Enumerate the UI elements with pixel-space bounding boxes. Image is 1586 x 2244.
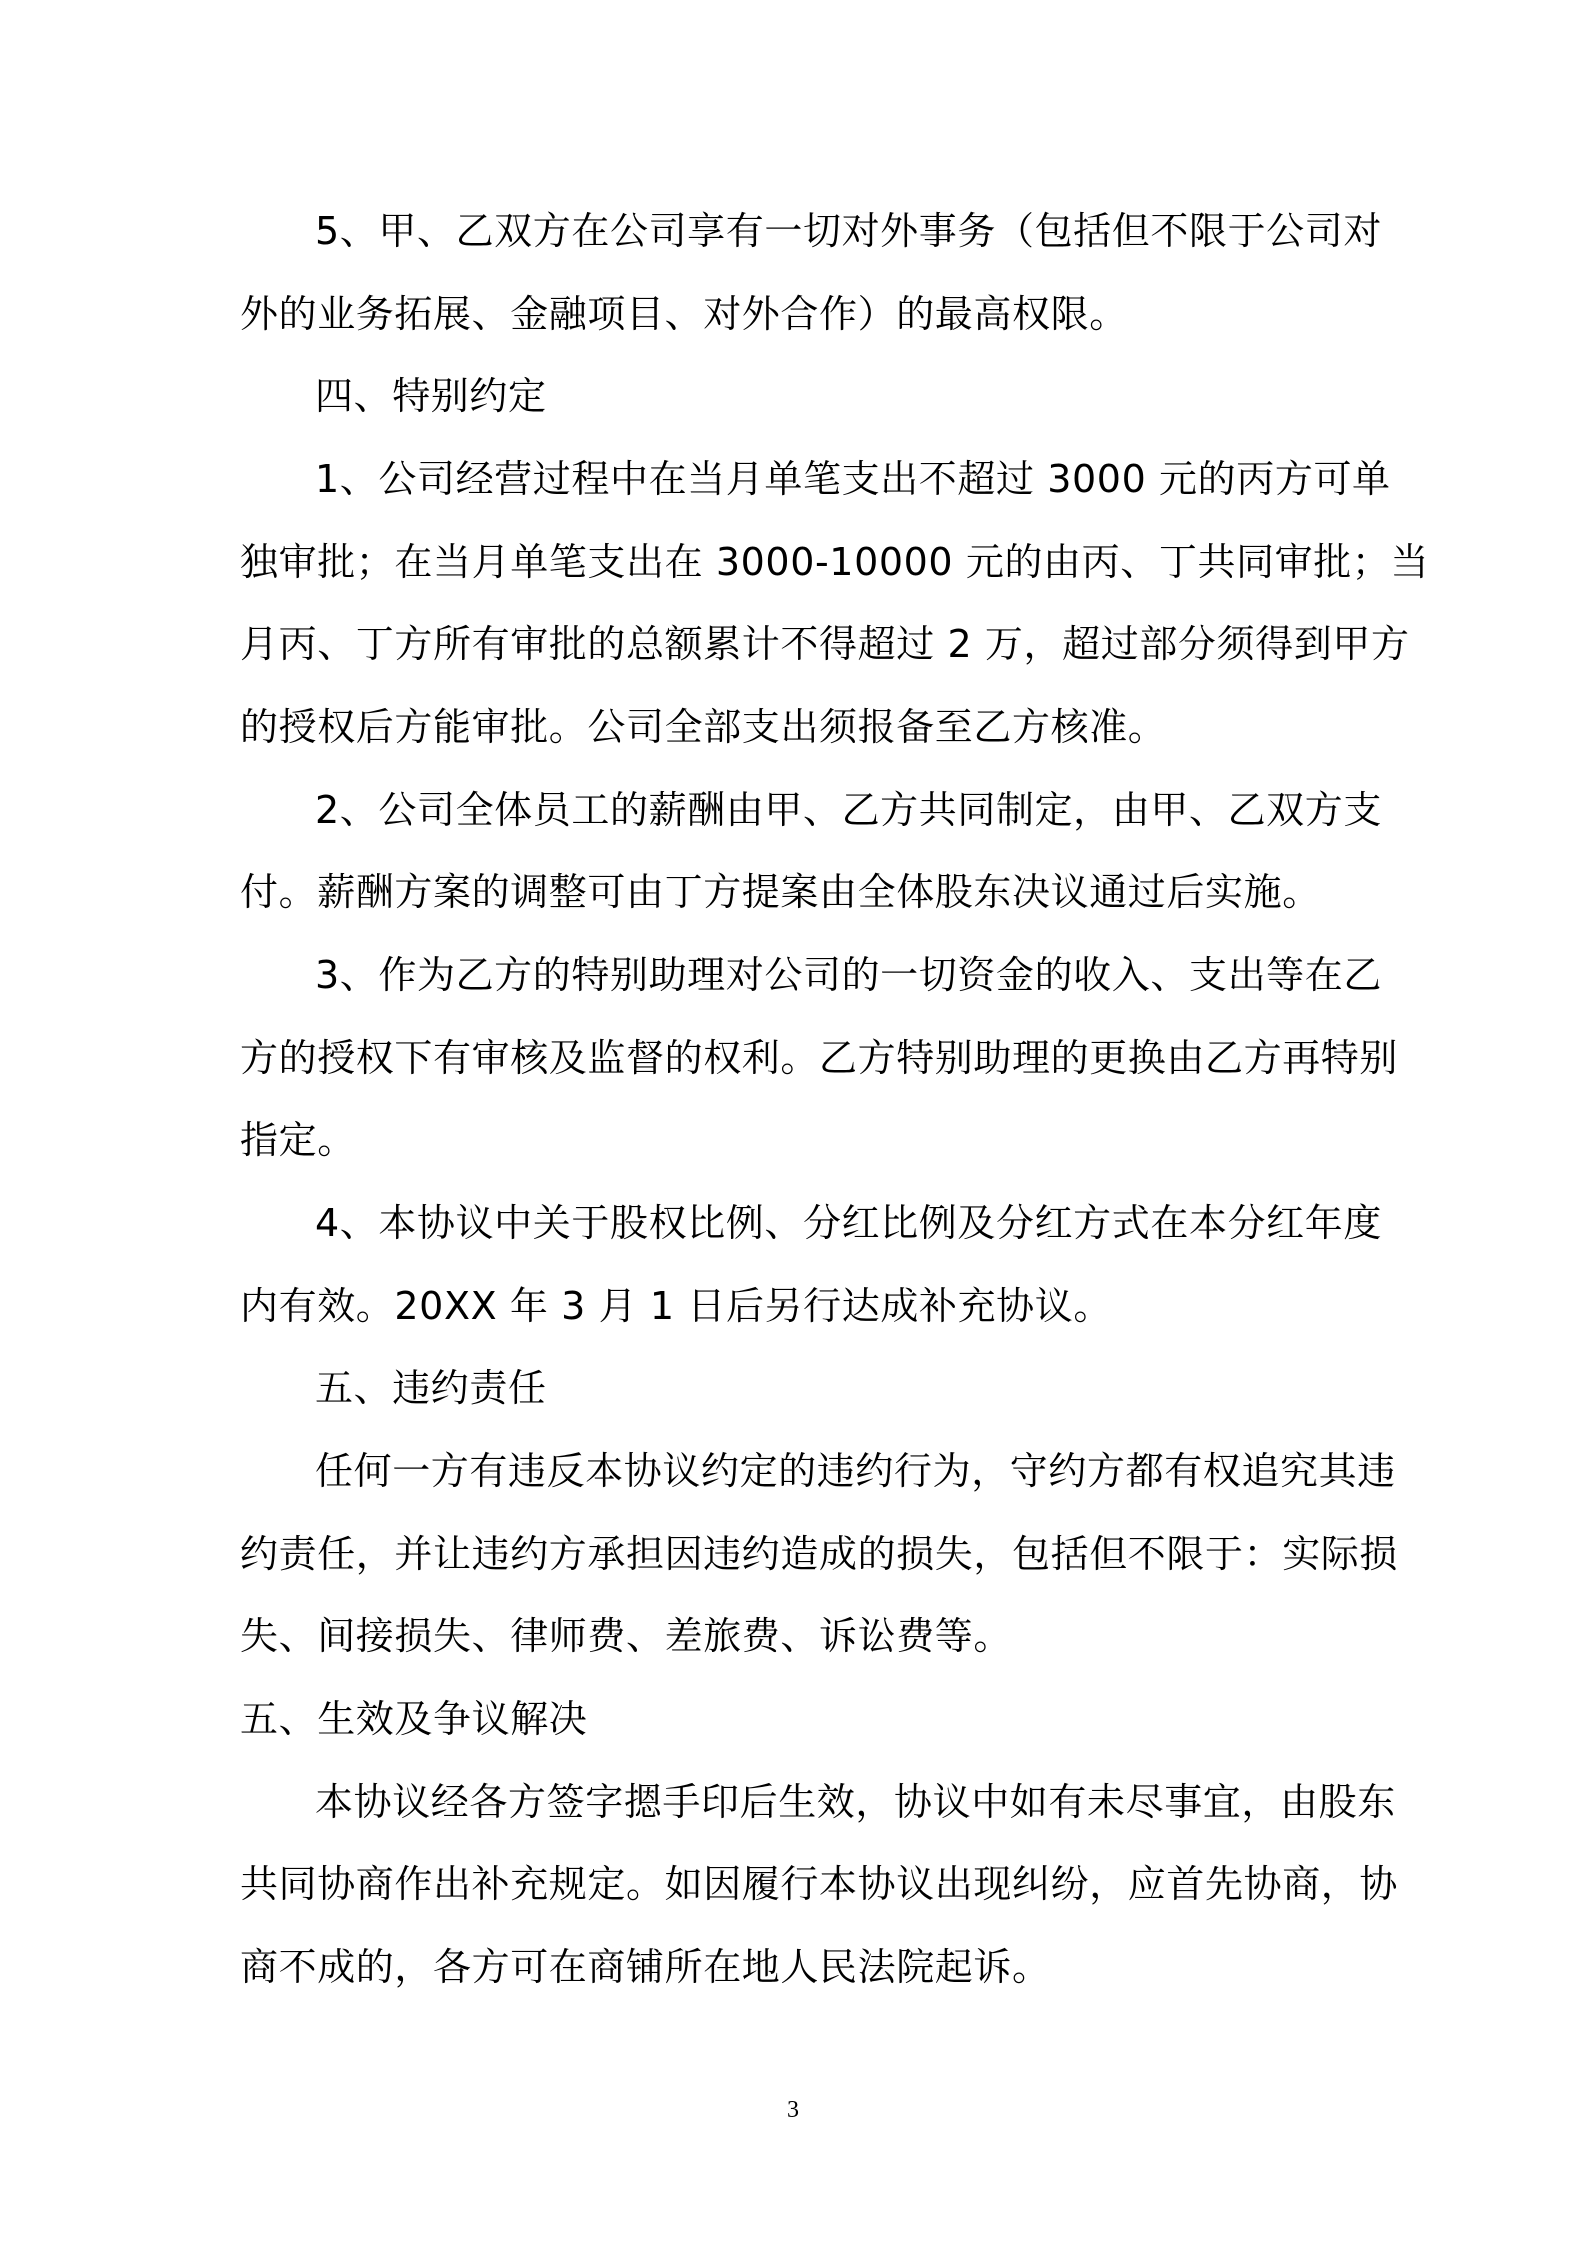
special-1-line-3: 月丙、丁方所有审批的总额累计不得超过 2 万，超过部分须得到甲方: [240, 622, 1410, 666]
special-3-line-1: 3、作为乙方的特别助理对公司的一切资金的收入、支出等在乙: [315, 953, 1382, 997]
breach-line-2: 约责任，并让违约方承担因违约造成的损失，包括但不限于：实际损: [240, 1532, 1399, 1576]
effect-line-1: 本协议经各方签字摁手印后生效，协议中如有未尽事宜，由股东: [315, 1780, 1396, 1824]
special-4-line-1: 4、本协议中关于股权比例、分红比例及分红方式在本分红年度: [315, 1201, 1382, 1245]
section-heading-breach: 五、违约责任: [315, 1366, 547, 1410]
effect-line-2: 共同协商作出补充规定。如因履行本协议出现纠纷，应首先协商，协: [240, 1862, 1399, 1906]
special-2-line-1: 2、公司全体员工的薪酬由甲、乙方共同制定，由甲、乙双方支: [315, 788, 1382, 832]
special-1-line-4: 的授权后方能审批。公司全部支出须报备至乙方核准。: [240, 705, 1167, 749]
page-number: 3: [787, 2097, 799, 2123]
special-2-line-2: 付。薪酬方案的调整可由丁方提案由全体股东决议通过后实施。: [240, 870, 1321, 914]
special-1-line-2: 独审批；在当月单笔支出在 3000-10000 元的由丙、丁共同审批；当: [240, 540, 1430, 584]
effect-line-3: 商不成的，各方可在商铺所在地人民法院起诉。: [240, 1945, 1051, 1989]
breach-line-1: 任何一方有违反本协议约定的违约行为，守约方都有权追究其违: [315, 1449, 1396, 1493]
special-3-line-3: 指定。: [240, 1118, 356, 1162]
section-heading-special-terms: 四、特别约定: [315, 374, 547, 418]
section-heading-effectiveness: 五、生效及争议解决: [240, 1697, 588, 1741]
clause-5-line-1: 5、甲、乙双方在公司享有一切对外事务（包括但不限于公司对: [315, 209, 1382, 253]
clause-5-line-2: 外的业务拓展、金融项目、对外合作）的最高权限。: [240, 292, 1128, 336]
special-4-line-2: 内有效。20XX 年 3 月 1 日后另行达成补充协议。: [240, 1284, 1112, 1328]
special-3-line-2: 方的授权下有审核及监督的权利。乙方特别助理的更换由乙方再特别: [240, 1036, 1399, 1080]
breach-line-3: 失、间接损失、律师费、差旅费、诉讼费等。: [240, 1614, 1013, 1658]
special-1-line-1: 1、公司经营过程中在当月单笔支出不超过 3000 元的丙方可单: [315, 457, 1391, 501]
